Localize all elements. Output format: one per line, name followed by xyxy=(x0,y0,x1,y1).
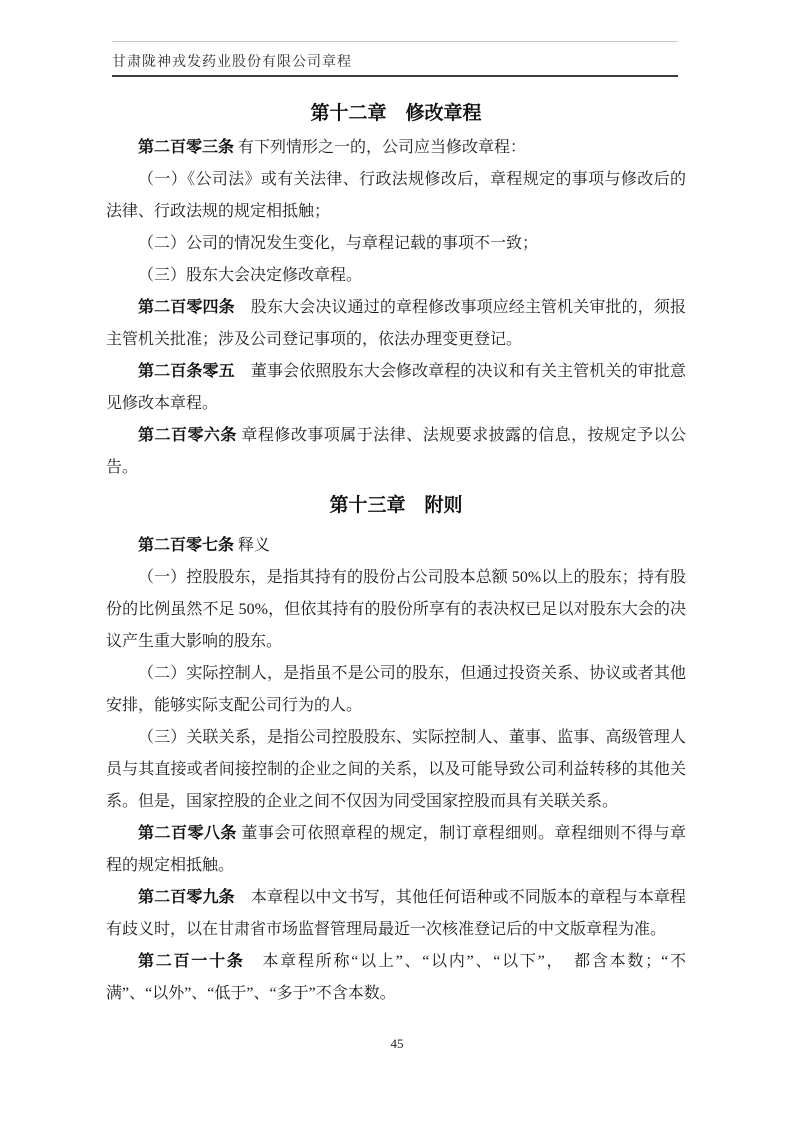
article-209 xyxy=(106,882,686,946)
document-body xyxy=(106,77,686,1010)
article-207-item-3-text: （三）关联关系，是指公司控股股东、实际控制人、董事、监事、高级管理人员与其直接或者间接控制的企业之间的关系，以及可能导致公司利益转移的其他关系。但是，国家控股的企业之间不仅因为同受国家控股而具有关联关系。 xyxy=(106,729,686,810)
article-207 xyxy=(106,530,686,562)
page-header xyxy=(112,41,678,77)
article-208-number: 第二百零八条 xyxy=(138,825,237,842)
article-203-item-2 xyxy=(106,228,686,260)
article-206 xyxy=(106,420,686,484)
article-206-text: 章程修改事项属于法律、法规要求披露的信息，按规定予以公告。 xyxy=(106,427,686,476)
article-207-number: 第二百零七条 xyxy=(138,537,235,554)
article-207-item-1 xyxy=(106,562,686,658)
chapter-12-title: 第十二章 修改章程 xyxy=(310,103,482,124)
article-203-item-2-text: （二）公司的情况发生变化，与章程记载的事项不一致； xyxy=(138,235,539,252)
article-203-item-3 xyxy=(106,260,686,292)
article-204-number: 第二百零四条 xyxy=(138,299,235,316)
article-207-item-2 xyxy=(106,658,686,722)
article-203-item-3-text: （三）股东大会决定修改章程。 xyxy=(138,267,363,284)
article-204-text: 股东大会决议通过的章程修改事项应经主管机关审批的，须报主管机关批准；涉及公司登记事项的，依法办理变更登记。 xyxy=(106,299,686,348)
article-207-text: 释义 xyxy=(234,537,271,554)
header-title: 甘肃陇神戎发药业股份有限公司章程 xyxy=(112,55,352,70)
article-208 xyxy=(106,818,686,882)
article-204 xyxy=(106,292,686,356)
article-205-number: 第二百条零五 xyxy=(138,363,235,380)
chapter-13-title: 第十三章 附则 xyxy=(329,495,463,516)
article-203 xyxy=(106,132,686,164)
article-205 xyxy=(106,356,686,420)
article-210-number: 第二百一十条 xyxy=(138,953,245,970)
article-210-text: 本章程所称“以上”、“以内”、“以下”， 都含本数；“不满”、“以外”、“低于”、“多于”不含本数。 xyxy=(106,953,686,1002)
article-203-item-1-text: （一）《公司法》或有关法律、行政法规修改后，章程规定的事项与修改后的法律、行政法规的规定相抵触； xyxy=(106,171,686,220)
article-210 xyxy=(106,946,686,1010)
page-number: 45 xyxy=(390,1036,404,1051)
article-206-number: 第二百零六条 xyxy=(138,427,237,444)
article-203-number: 第二百零三条 xyxy=(138,139,235,156)
article-205-text: 董事会依照股东大会修改章程的决议和有关主管机关的审批意见修改本章程。 xyxy=(106,363,686,412)
article-203-item-1 xyxy=(106,164,686,228)
article-207-item-3 xyxy=(106,722,686,818)
article-208-text: 董事会可依照章程的规定，制订章程细则。章程细则不得与章程的规定相抵触。 xyxy=(106,825,686,874)
article-203-text: 有下列情形之一的，公司应当修改章程： xyxy=(234,139,527,156)
article-207-item-1-text: （一）控股股东，是指其持有的股份占公司股本总额 50%以上的股东；持有股份的比例虽然不足 50%，但依其持有的股份所享有的表决权已足以对股东大会的决议产生重大影响的股东。 xyxy=(106,569,686,650)
article-209-number: 第二百零九条 xyxy=(138,889,235,906)
article-207-item-2-text: （二）实际控制人，是指虽不是公司的股东，但通过投资关系、协议或者其他安排，能够实际支配公司行为的人。 xyxy=(106,665,686,714)
article-209-text: 本章程以中文书写，其他任何语种或不同版本的章程与本章程有歧义时，以在甘肃省市场监督管理局最近一次核准登记后的中文版章程为准。 xyxy=(106,889,686,938)
